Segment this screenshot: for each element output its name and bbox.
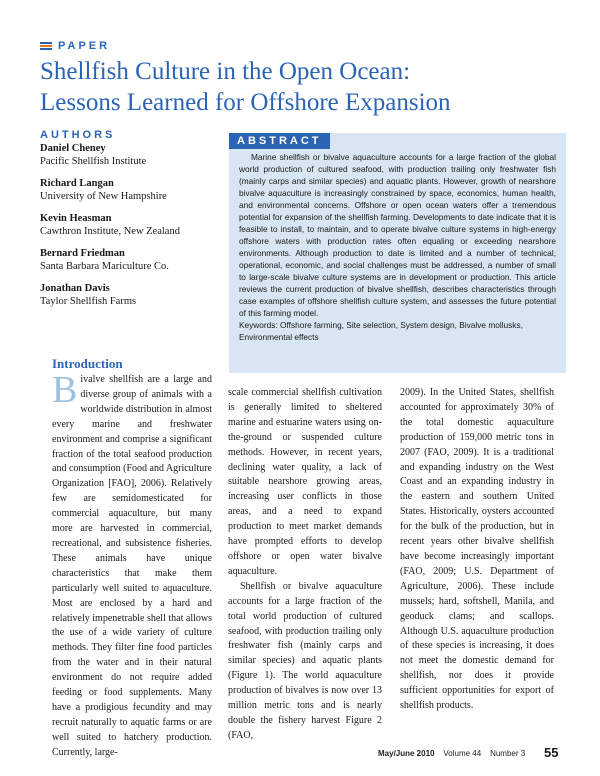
body-column-2 <box>228 386 382 744</box>
authors-heading: AUTHORS <box>40 129 116 141</box>
drop-cap: B <box>52 369 78 411</box>
body-paragraph: Shellfish or bivalve aquaculture accounts for a large fraction of the total world production of cultured seafood, with production trailing only freshwater fish (mainly carps and similar species) and aquatic plants (Figure 1). The world aquaculture production of bivalves is now over 13 million metric tons and is nearly double the fishery harvest Figure 2 (FAO, <box>228 580 382 741</box>
author-affiliation: University of New Hampshire <box>40 191 167 202</box>
authors-list <box>40 142 220 317</box>
abstract-keywords: Keywords: Offshore farming, Site selection, System design, Bivalve mollusks, Environmental effects <box>239 320 523 342</box>
author-name: Richard Langan <box>40 178 114 189</box>
body-column-3 <box>400 386 554 714</box>
author-affiliation: Taylor Shellfish Farms <box>40 296 137 307</box>
author-entry <box>40 247 220 273</box>
author-name: Daniel Cheney <box>40 143 106 154</box>
author-name: Jonathan Davis <box>40 283 110 294</box>
author-affiliation: Cawthron Institute, New Zealand <box>40 226 180 237</box>
page-footer <box>378 749 525 758</box>
author-entry <box>40 212 220 238</box>
intro-paragraph <box>52 369 212 761</box>
footer-volume: Volume 44 <box>443 749 482 758</box>
section-marker-icon <box>40 42 52 50</box>
author-entry <box>40 177 220 203</box>
body-column-1 <box>52 357 212 761</box>
body-paragraph: scale commercial shellfish cultivation is generally limited to sheltered marine and estuarine waters using on-the-ground or suspended culture methods. However, in recent years, declining water quality, a lack of suitable nearshore growing areas, increasing user conflicts in those areas, and a need to expand production to meet market demands have prompted efforts to develop offshore or open water bivalve aquaculture. <box>228 387 382 577</box>
section-tag <box>40 40 110 52</box>
intro-heading: Introduction <box>52 356 123 371</box>
article-title <box>40 56 570 118</box>
footer-number: Number 3 <box>490 749 526 758</box>
title-line-2: Lessons Learned for Offshore Expansion <box>40 89 451 116</box>
author-affiliation: Pacific Shellfish Institute <box>40 156 147 167</box>
author-affiliation: Santa Barbara Mariculture Co. <box>40 261 169 272</box>
section-tag-label: PAPER <box>58 40 111 52</box>
author-entry <box>40 142 220 168</box>
author-entry <box>40 282 220 308</box>
title-line-1: Shellfish Culture in the Open Ocean: <box>40 58 411 85</box>
footer-issue: May/June 2010 <box>378 749 435 758</box>
abstract-box <box>229 133 566 373</box>
author-name: Kevin Heasman <box>40 213 112 224</box>
abstract-heading: ABSTRACT <box>229 133 330 149</box>
intro-text: ivalve shellfish are a large and diverse group of animals with a worldwide distribution in almost every marine and freshwater environment and comprise a significant fraction of the total seafood production and consumption (Food and Agriculture Organization [FAO], 2006). Relatively few are semidomesticated for commercial aquaculture, but many more are harvested in commercial, recreational, and subsistence fisheries. These animals have unique characteristics that make them particularly well suited to aquaculture. Most are enclosed by a hard and relatively impenetrable shell that allows the use of a wide variety of culture methods. They filter fine food particles from the water and in their natural environment do not require added feeding or food supplements. Many have a prodigious fecundity and may recruit naturally to aquatic farms or are well suited to hatchery production. Currently, large- <box>52 374 212 758</box>
body-paragraph: 2009). In the United States, shellfish accounted for approximately 30% of the total domestic aquaculture production of 159,000 metric tons in 2007 (FAO, 2009). It is a traditional and expanding industry on the West Coast and an expanding industry in the eastern and southern United States. Historically, oysters accounted for the bulk of the production, but in recent years other bivalve shellfish have become increasingly important (FAO, 2009; U.S. Department of Agriculture, 2006). These include mussels; hard, softshell, Manila, and geoduck clams; and scallops. Although U.S. aquaculture production of these species is increasing, it does not meet the domestic demand for shellfish, nor does it provide sufficient opportunities for export of shellfish products. <box>400 387 554 712</box>
author-name: Bernard Friedman <box>40 248 125 259</box>
abstract-text: Marine shellfish or bivalve aquaculture accounts for a large fraction of the global world production of cultured seafood, with production trailing only freshwater fish (mainly carps and similar species) and aquatic plants. However, growth of nearshore bivalve aquaculture is increasingly constrained by space, economics, human health, and environmental concerns. Offshore or open ocean waters offer a tremendous potential for expansion of the shellfish farming. Developments to date indicate that it is feasible to install, to maintain, and to operate bivalve culture systems in high-energy offshore waters with production rates often equaling or exceeding nearshore environments. Although production to date is limited and a number of technical, operational, economic, and social challenges must be addressed, a number of small to large-scale bivalve culture systems are in development or production. This article reviews the current production of bivalve shellfish, describes characteristics through case examples of offshore shellfish culture system, and assesses the future potential of this farming model. <box>239 152 556 318</box>
page-number: 55 <box>544 745 559 760</box>
